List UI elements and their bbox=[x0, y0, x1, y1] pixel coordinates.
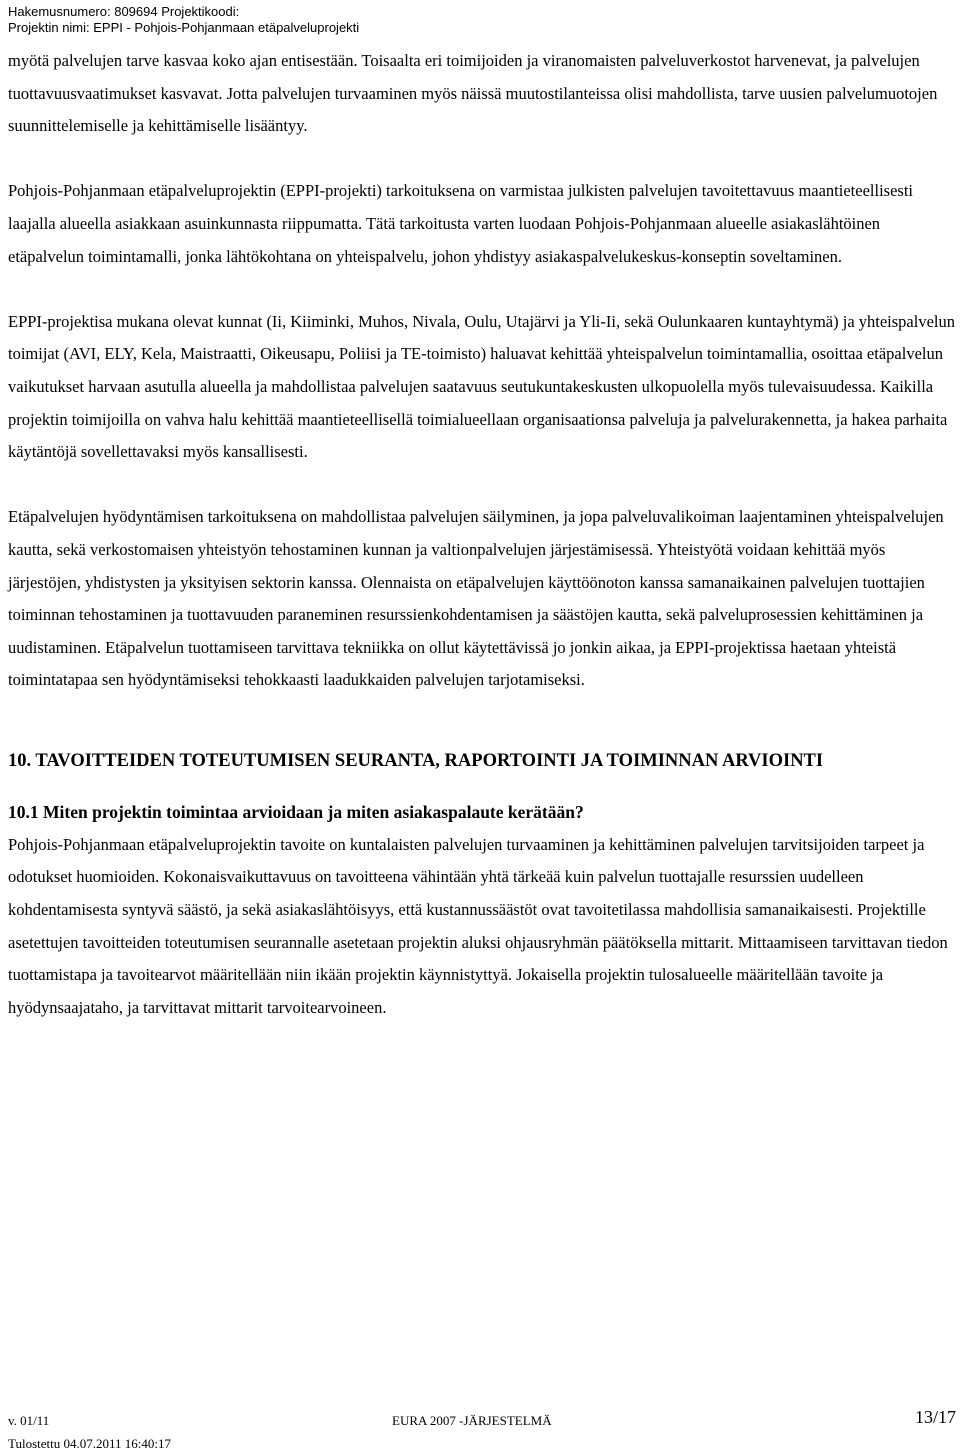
paragraph: Pohjois-Pohjanmaan etäpalveluprojektin (EPPI-projekti) tarkoituksena on varmistaa julkisten palvelujen tavoitettavuus maantieteellisesti laajalla alueella asiakkaan asuinkunnasta riippumatta. Tätä tarkoitusta varten luodaan Pohjois-Pohjanmaan alueelle asiakaslähtöinen etäpalvelun toimintamalli, jonka lähtökohtana on yhteispalvelu, johon yhdistyy asiakaspalvelukeskus-konseptin soveltaminen. bbox=[8, 181, 913, 266]
version-label: v. 01/11 bbox=[8, 1413, 50, 1428]
subsection-heading: 10.1 Miten projektin toimintaa arvioidaan ja miten asiakaspalaute kerätään? bbox=[8, 801, 584, 822]
subsection-paragraph: Pohjois-Pohjanmaan etäpalveluprojektin tavoite on kuntalaisten palvelujen turvaaminen ja kehittäminen palvelujen tarvitsijoiden tarpeet ja odotukset huomioiden. Kokonaisvaikuttavuus on tavoitteena vähintään yhtä tärkeää kuin palvelun tuottajalle resurssien uudelleen kohdentamisesta syntyvä säästö, ja sekä asiakaslähtöisyys, että kustannussäästöt ovat tavoitetilassa mahdollisia samanaikaisesti. Projektille asetettujen tavoitteiden toteutumisen seurannalle asetetaan projektin aluksi ohjausryhmän päätöksella mittarit. Mittaamiseen tarvittavan tiedon tuottamistapa ja tavoitearvot määritellään niin ikään projektin käynnistyttyä. Jokaisella projektin tulosalueelle määritellään tavoite ja hyödynsaajataho, ja tarvittavat mittarit tarvoitearvoineen. bbox=[8, 834, 948, 1017]
page-number: 13/17 bbox=[914, 1407, 956, 1427]
project-name: Projektin nimi: EPPI - Pohjois-Pohjanmaan etäpalveluprojekti bbox=[8, 20, 360, 35]
print-timestamp: Tulostettu 04.07.2011 16:40:17 bbox=[8, 1436, 172, 1451]
section-heading: 10. TAVOITTEIDEN TOTEUTUMISEN SEURANTA, RAPORTOINTI JA TOIMINNAN ARVIOINTI bbox=[8, 750, 824, 771]
paragraph: EPPI-projektisa mukana olevat kunnat (Ii, Kiiminki, Muhos, Nivala, Oulu, Utajärvi ja Yli-Ii, sekä Oulunkaaren kuntayhtymä) ja yhteispalvelun toimijat (AVI, ELY, Kela, Maistraatti, Oikeusapu, Poliisi ja TE-toimisto) haluavat kehittää yhteispalvelun toimintamallia, osoittaa etäpalvelun vaikutukset harvaan asutulla alueella ja mahdollistaa palvelujen saatavuus seutukuntakeskusten ulkopuolella myös tulevaisuudessa. Kaikilla projektin toimijoilla on vahva halu kehittää maantieteellisellä toimialueellaan organisaationsa palveluja ja palvelurakennetta, ja hakea parhaita käytäntöjä sovellettavaksi myös kansallisesti. bbox=[8, 311, 956, 462]
paragraph: Etäpalvelujen hyödyntämisen tarkoituksena on mahdollistaa palvelujen säilyminen, ja jopa palveluvalikoiman laajentaminen yhteispalvelujen kautta, sekä verkostomaisen yhteistyön tehostaminen kunnan ja valtionpalvelujen järjestämisessä. Yhteistyötä voidaan kehittää myös järjestöjen, yhdistysten ja yksityisen sektorin kanssa. Olennaista on etäpalvelujen käyttöönoton kanssa samanaikainen palvelujen tuottajien toiminnan tehostaminen ja tuottavuuden paraneminen resurssienkohdentamisen ja säästöjen kautta, sekä palveluprosessien kehittäminen ja uudistaminen. Etäpalvelun tuottamiseen tarvittava tekniikka on ollut käytettävissä jo jonkin aikaa, ja EPPI-projektissa haetaan yhteistä toimintatapaa sen hyödyntämiseksi tehokkaasti laadukkaiden palvelujen tarjotamiseksi. bbox=[8, 507, 944, 690]
page-header bbox=[8, 4, 359, 36]
document-body bbox=[8, 45, 956, 1024]
page-footer bbox=[0, 1405, 960, 1454]
system-label: EURA 2007 -JÄRJESTELMÄ bbox=[392, 1413, 552, 1428]
application-number: Hakemusnumero: 809694 Projektikoodi: bbox=[8, 4, 240, 19]
paragraph: myötä palvelujen tarve kasvaa koko ajan entisestään. Toisaalta eri toimijoiden ja viranomaisten palveluverkostot harvenevat, ja palvelujen tuottavuusvaatimukset kasvavat. Jotta palvelujen turvaaminen myös näissä muutostilanteissa olisi mahdollista, tarve uusien palvelumuotojen suunnittelemiselle ja kehittämiselle lisääntyy. bbox=[8, 51, 938, 136]
